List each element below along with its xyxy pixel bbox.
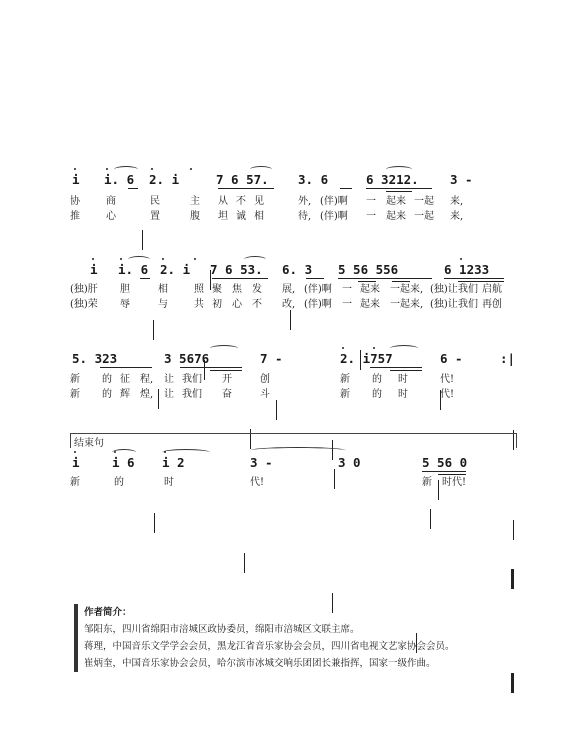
underline xyxy=(306,278,324,279)
slur xyxy=(210,345,238,352)
underline xyxy=(458,281,504,282)
slur xyxy=(162,449,210,456)
note: 7 - xyxy=(260,351,283,366)
lyric-line: 新 的 征 程, 让 我们 开 创 新 的 时 代! xyxy=(70,374,455,385)
note: 6 - xyxy=(440,351,463,366)
octave-dot xyxy=(162,258,164,260)
note: 3 0 xyxy=(338,455,361,470)
note: 5. 323 xyxy=(72,351,118,366)
octave-dot xyxy=(114,451,116,453)
octave-dot xyxy=(106,168,108,170)
barline xyxy=(244,553,245,573)
barline xyxy=(153,320,154,340)
note: 5 56 556 xyxy=(338,262,399,277)
underline xyxy=(392,281,410,282)
lyric-line: (独)肝 胆 相 照 聚 焦 发 展, (伴)啊 一 起来 一起来, (独)让 我们 启航 xyxy=(70,284,502,295)
coda-label: 结束句 xyxy=(74,438,104,449)
note: 3 5676 xyxy=(164,351,210,366)
lyric-line: 新 的 辉 煌, 让 我们 奋 斗 新 的 时 代! xyxy=(70,389,455,400)
octave-dot xyxy=(92,258,94,260)
note: i. 6 xyxy=(104,172,135,187)
octave-dot xyxy=(164,451,166,453)
note: i xyxy=(90,262,98,277)
underline xyxy=(386,191,412,192)
slur xyxy=(250,447,346,454)
note: 6 1233 xyxy=(444,262,490,277)
lyric-line: 推 心 置 腹 坦 诚 相 待, (伴)啊 一 起来 一起 来, xyxy=(70,211,464,222)
underline xyxy=(358,281,376,282)
note: i. 6 xyxy=(118,262,149,277)
note: 6 3212. xyxy=(366,172,419,187)
bio-line: 崔炳奎，中国音乐家协会会员，哈尔滨市冰城交响乐团团长兼指挥，国家一级作曲。 xyxy=(84,658,436,669)
underline xyxy=(218,188,274,189)
octave-dot xyxy=(460,258,462,260)
underline xyxy=(366,188,432,189)
octave-dot xyxy=(74,168,76,170)
final-barline xyxy=(511,673,514,693)
lyric-line: 协 商 民 主 从 不 见 外, (伴)啊 一 起来 一起 来, xyxy=(70,196,464,207)
octave-dot xyxy=(120,258,122,260)
underline xyxy=(390,370,422,371)
octave-dot xyxy=(194,258,196,260)
underline xyxy=(140,278,150,279)
note: 5 56 0 xyxy=(422,455,468,470)
lyric-line: 新 的 时 代! 新 时代! xyxy=(70,477,467,488)
note: 3 - xyxy=(250,455,273,470)
author-bio xyxy=(74,604,544,672)
coda-bracket xyxy=(70,433,517,448)
notation-line xyxy=(0,260,578,280)
underline xyxy=(210,370,242,371)
octave-dot xyxy=(373,347,375,349)
barline xyxy=(142,230,143,250)
note: 7 6 57. xyxy=(216,172,269,187)
underline xyxy=(422,471,466,472)
lyric-line: (独)荣 辱 与 共 初 心 不 改, (伴)啊 一 起来 一起来, (独)让 我们 再创 xyxy=(70,299,502,310)
underline xyxy=(444,278,504,279)
notation-line xyxy=(0,453,578,473)
underline xyxy=(180,367,242,368)
barline xyxy=(154,513,155,533)
underline xyxy=(338,278,432,279)
note: i xyxy=(72,455,80,470)
barline xyxy=(276,400,277,420)
underline xyxy=(128,188,138,189)
note: 3 - xyxy=(450,172,473,187)
notation-line xyxy=(0,349,578,369)
barline xyxy=(430,509,431,529)
note: 3. 6 xyxy=(298,172,329,187)
slur xyxy=(386,166,412,173)
bio-line: 邹阳东，四川省绵阳市涪城区政协委员，绵阳市涪城区文联主席。 xyxy=(84,624,360,635)
slur xyxy=(244,256,266,263)
underline xyxy=(100,367,152,368)
note: 2. i xyxy=(149,172,180,187)
underline xyxy=(340,188,352,189)
note: 6. 3 xyxy=(282,262,313,277)
note: i 6 xyxy=(112,455,135,470)
notation-line xyxy=(0,170,578,190)
octave-dot xyxy=(342,347,344,349)
slur xyxy=(128,256,150,263)
note: i 2 xyxy=(162,455,185,470)
final-barline xyxy=(511,569,514,589)
note: 2. i757 xyxy=(340,351,393,366)
slur xyxy=(114,166,138,173)
octave-dot xyxy=(74,451,76,453)
underline xyxy=(370,367,422,368)
underline xyxy=(212,278,268,279)
note: 2. i xyxy=(160,262,191,277)
octave-dot xyxy=(151,168,153,170)
bio-line: 蒋理，中国音乐文学学会会员，黑龙江省音乐家协会会员，四川省电视文艺家协会会员。 xyxy=(84,641,455,652)
slur xyxy=(390,345,418,352)
note: 7 6 53. xyxy=(210,262,263,277)
note: i xyxy=(72,172,80,187)
repeat-sign: :| xyxy=(500,351,516,366)
underline xyxy=(438,474,466,475)
bio-heading: 作者简介： xyxy=(84,607,132,618)
barline xyxy=(290,310,291,330)
slur xyxy=(250,166,272,173)
barline xyxy=(513,520,514,540)
octave-dot xyxy=(190,168,192,170)
